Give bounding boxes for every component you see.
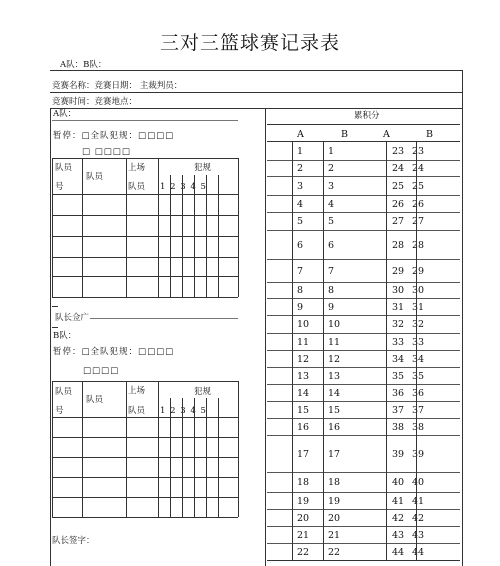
score-cell[interactable]: 3	[328, 180, 335, 192]
score-cell[interactable]: 16	[328, 421, 341, 433]
grid-line	[82, 381, 83, 517]
score-cell[interactable]: 30	[392, 285, 405, 296]
team-a-mark	[52, 306, 58, 307]
score-cell[interactable]: 44	[412, 546, 425, 558]
score-cell[interactable]: 35	[392, 370, 405, 382]
grid-line	[182, 398, 183, 517]
score-cell[interactable]: 44	[392, 546, 405, 558]
team-b-foul-numbers: 1 2 3 4 5	[160, 406, 207, 416]
score-line	[386, 141, 387, 560]
match-info-line-2: 竞赛时间：竞赛地点：	[52, 97, 138, 107]
grid-line	[52, 158, 53, 297]
score-cell[interactable]: 5	[297, 216, 304, 227]
score-cell[interactable]: 20	[297, 512, 310, 524]
grid-line	[170, 398, 171, 517]
border-left	[50, 108, 51, 566]
grid-line	[52, 381, 238, 382]
grid-line	[52, 437, 238, 438]
score-cell[interactable]: 15	[328, 404, 341, 416]
score-cell[interactable]: 31	[412, 301, 425, 313]
running-score-header: 累积分	[354, 111, 380, 121]
score-line	[267, 560, 460, 561]
score-cell[interactable]: 11	[328, 336, 341, 348]
grid-line	[194, 398, 195, 517]
score-line	[267, 212, 460, 213]
team-b-timeout-boxes[interactable]: □□□□	[83, 366, 120, 376]
score-line	[267, 298, 460, 299]
team-a-col-number-2: 号	[55, 182, 64, 192]
score-cell[interactable]: 43	[412, 529, 425, 541]
score-line	[267, 230, 460, 231]
score-line	[267, 195, 460, 196]
score-cell[interactable]: 36	[392, 387, 405, 399]
score-cell[interactable]: 37	[392, 404, 405, 416]
border-right	[462, 70, 463, 566]
score-line	[267, 160, 460, 161]
score-cell[interactable]: 13	[297, 370, 310, 382]
score-line	[267, 124, 460, 125]
score-cell[interactable]: 25	[392, 180, 405, 192]
grid-line	[52, 381, 53, 517]
score-cell[interactable]: 2	[328, 163, 335, 174]
score-cell[interactable]: 3	[297, 180, 304, 192]
score-cell[interactable]: 9	[297, 301, 304, 313]
score-line	[267, 350, 460, 351]
score-line	[267, 401, 460, 402]
score-cell[interactable]: 26	[392, 198, 405, 210]
score-cell[interactable]: 42	[392, 512, 405, 524]
score-cell[interactable]: 4	[328, 198, 335, 210]
score-col-header: B	[341, 129, 348, 140]
score-line	[267, 259, 460, 260]
team-a-captain-line	[90, 318, 238, 319]
score-cell[interactable]: 27	[392, 216, 405, 227]
score-cell[interactable]: 38	[412, 421, 425, 433]
score-cell[interactable]: 40	[412, 477, 425, 488]
score-cell[interactable]: 40	[392, 477, 405, 488]
grid-line	[238, 381, 239, 517]
score-cell[interactable]: 19	[328, 495, 341, 507]
score-cell[interactable]: 2	[297, 163, 304, 174]
score-col-header: A	[297, 129, 304, 140]
grid-line	[52, 215, 238, 216]
team-a-timeout-fouls[interactable]: 暂停：□全队犯规：□□□□	[53, 131, 175, 141]
score-cell[interactable]: 32	[412, 319, 425, 330]
grid-line	[52, 517, 238, 518]
score-cell[interactable]: 42	[412, 512, 425, 524]
grid-line	[126, 158, 127, 297]
grid-line	[194, 175, 195, 297]
grid-line	[82, 158, 83, 297]
score-cell[interactable]: 18	[297, 477, 310, 488]
score-line	[267, 472, 460, 473]
score-line	[267, 384, 460, 385]
grid-line	[52, 158, 238, 159]
divider	[50, 70, 462, 71]
score-cell[interactable]: 23	[392, 145, 405, 157]
match-info-line-1: 竞赛名称：竞赛日期： 主裁判员：	[52, 81, 183, 91]
score-cell[interactable]: 39	[392, 448, 405, 460]
score-cell[interactable]: 12	[328, 353, 341, 365]
grid-line	[52, 276, 238, 277]
score-cell[interactable]: 28	[392, 239, 405, 251]
score-cell[interactable]: 21	[328, 529, 341, 541]
grid-line	[170, 175, 171, 297]
divider	[50, 108, 462, 109]
score-cell[interactable]: 27	[412, 216, 425, 227]
score-cell[interactable]: 41	[412, 495, 425, 507]
score-cell[interactable]: 7	[328, 265, 335, 277]
score-cell[interactable]: 8	[297, 285, 304, 296]
grid-line	[206, 398, 207, 517]
score-line	[267, 526, 460, 527]
grid-line	[52, 257, 238, 258]
score-col-header: A	[383, 129, 390, 140]
score-cell[interactable]: 19	[297, 495, 310, 507]
team-a-col-onfield: 上场	[128, 163, 146, 173]
grid-line	[52, 236, 238, 237]
score-line	[292, 141, 293, 560]
team-b-col-player: 队员	[86, 395, 104, 405]
grid-line	[126, 381, 127, 517]
team-b-col-number: 队员	[55, 387, 73, 397]
grid-line	[52, 417, 238, 418]
score-cell[interactable]: 13	[328, 370, 341, 382]
score-cell[interactable]: 7	[297, 265, 304, 277]
score-cell[interactable]: 34	[412, 353, 425, 365]
team-a-col-player: 队员	[86, 172, 104, 182]
score-cell[interactable]: 12	[297, 353, 310, 365]
team-a-timeout-boxes[interactable]: □ □□□□	[82, 147, 131, 157]
score-cell[interactable]: 6	[328, 239, 335, 251]
score-cell[interactable]: 15	[297, 404, 310, 416]
score-cell[interactable]: 9	[328, 301, 335, 313]
grid-line	[206, 175, 207, 297]
score-cell[interactable]: 41	[392, 495, 405, 507]
divider	[50, 92, 462, 93]
team-a-label: A队：	[53, 109, 77, 119]
grid-line	[218, 398, 219, 517]
score-cell[interactable]: 1	[297, 145, 304, 157]
page-title: 三对三篮球赛记录表	[159, 32, 340, 54]
score-cell[interactable]: 21	[297, 529, 310, 541]
score-cell[interactable]: 8	[328, 285, 335, 296]
team-a-mark	[52, 327, 58, 328]
score-cell[interactable]: 35	[412, 370, 425, 382]
score-cell[interactable]: 29	[392, 265, 405, 277]
score-line	[416, 141, 417, 560]
team-a-col-number: 队员	[55, 163, 73, 173]
score-line	[267, 418, 460, 419]
grid-line	[52, 457, 238, 458]
score-cell[interactable]: 16	[297, 421, 310, 433]
score-cell[interactable]: 24	[392, 163, 405, 174]
grid-line	[52, 477, 238, 478]
team-b-col-onfield: 上场	[128, 386, 146, 396]
team-b-timeout-fouls[interactable]: 暂停：□全队犯规：□□□□	[53, 347, 175, 357]
score-cell[interactable]: 43	[392, 529, 405, 541]
team-a-col-fouls: 犯规	[194, 163, 212, 173]
score-cell[interactable]: 36	[412, 387, 425, 399]
score-line	[267, 367, 460, 368]
grid-line	[158, 381, 159, 517]
score-cell[interactable]: 14	[328, 387, 341, 399]
score-cell[interactable]: 22	[328, 546, 341, 558]
score-line	[267, 141, 460, 142]
score-cell[interactable]: 5	[328, 216, 335, 227]
score-cell[interactable]: 6	[297, 239, 304, 251]
team-b-captain-sign[interactable]: 队长签字：	[52, 536, 95, 546]
score-cell[interactable]: 20	[328, 512, 341, 524]
team-a-underline	[52, 120, 238, 121]
score-cell[interactable]: 24	[412, 163, 425, 174]
team-a-col-onfield-2: 队员	[128, 182, 146, 192]
grid-line	[218, 175, 219, 297]
grid-line	[52, 194, 238, 195]
grid-line	[158, 158, 159, 297]
score-cell[interactable]: 38	[392, 421, 405, 433]
score-line	[267, 492, 460, 493]
team-b-label: B队：	[53, 331, 77, 341]
score-line	[267, 509, 460, 510]
score-cell[interactable]: 25	[412, 180, 425, 192]
score-cell[interactable]: 22	[297, 546, 310, 558]
score-cell[interactable]: 32	[392, 319, 405, 330]
score-line	[323, 141, 324, 560]
section-divider	[265, 108, 266, 566]
score-cell[interactable]: 10	[328, 319, 341, 330]
score-cell[interactable]: 28	[412, 239, 425, 251]
score-cell[interactable]: 17	[297, 448, 310, 460]
grid-line	[182, 175, 183, 297]
score-cell[interactable]: 26	[412, 198, 425, 210]
score-cell[interactable]: 18	[328, 477, 341, 488]
score-cell[interactable]: 4	[297, 198, 304, 210]
score-cell[interactable]: 14	[297, 387, 310, 399]
teams-line: A队：B队：	[60, 60, 107, 70]
score-cell[interactable]: 31	[392, 301, 405, 313]
team-b-col-onfield-2: 队员	[128, 406, 146, 416]
score-cell[interactable]: 33	[392, 336, 405, 348]
score-cell[interactable]: 34	[392, 353, 405, 365]
score-cell[interactable]: 10	[297, 319, 310, 330]
score-line	[267, 282, 460, 283]
team-a-foul-numbers: 1 2 3 4 5	[160, 182, 207, 192]
grid-line	[52, 497, 238, 498]
score-cell[interactable]: 30	[412, 285, 425, 296]
grid-line	[52, 297, 238, 298]
score-line	[267, 315, 460, 316]
score-line	[267, 176, 460, 177]
score-cell[interactable]: 1	[328, 145, 335, 157]
score-col-header: B	[426, 129, 433, 140]
score-cell[interactable]: 11	[297, 336, 310, 348]
score-line	[267, 333, 460, 334]
score-cell[interactable]: 39	[412, 448, 425, 460]
team-a-captain-sign[interactable]: 队长佥广	[55, 313, 90, 323]
score-cell[interactable]: 29	[412, 265, 425, 277]
grid-line	[238, 158, 239, 297]
team-b-col-fouls: 犯规	[194, 387, 212, 397]
score-cell[interactable]: 33	[412, 336, 425, 348]
score-cell[interactable]: 37	[412, 404, 425, 416]
score-cell[interactable]: 23	[412, 145, 425, 157]
score-line	[267, 543, 460, 544]
team-b-col-number-2: 号	[55, 406, 64, 416]
score-cell[interactable]: 17	[328, 448, 341, 460]
score-line	[267, 435, 460, 436]
